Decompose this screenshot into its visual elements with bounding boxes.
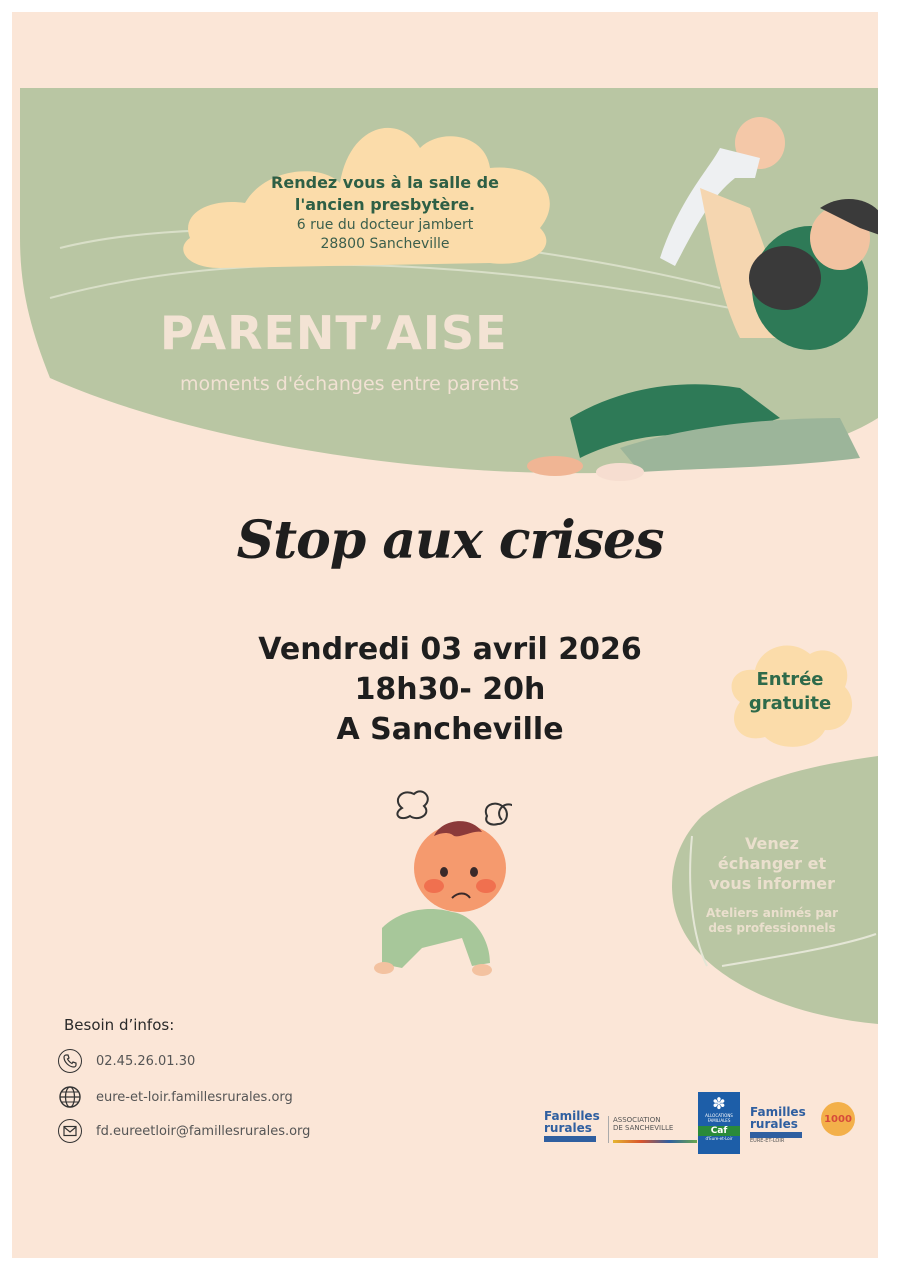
badge-line2: gratuite <box>748 693 832 714</box>
contact-title: Besoin d’infos: <box>64 1016 175 1034</box>
familles-rurales-eure-et-loir-logo: Familles rurales EURE-ET-LOIR <box>750 1105 806 1144</box>
mail-icon <box>58 1119 82 1143</box>
contact-website <box>58 1084 293 1110</box>
side-sub1: Ateliers animés par <box>705 906 839 920</box>
contact-phone <box>58 1048 195 1074</box>
side-line3: vous informer <box>708 874 836 893</box>
side-panel-text <box>692 834 852 936</box>
side-line2: échanger et <box>717 854 827 873</box>
side-line1: Venez <box>745 834 799 853</box>
venue-city: 28800 Sancheville <box>320 236 450 252</box>
badge-line1: Entrée <box>756 669 824 690</box>
1000-premiers-jours-logo: 1000 <box>816 1102 860 1142</box>
side-sub2: des professionnels <box>708 921 836 935</box>
email-link[interactable]: fd.eureetloir@famillesrurales.org <box>96 1123 311 1139</box>
association-sancheville-logo: ASSOCIATION DE SANCHEVILLE <box>608 1116 697 1143</box>
headline: Stop aux crises <box>236 510 664 571</box>
globe-icon <box>58 1085 82 1109</box>
phone-number[interactable]: 02.45.26.01.30 <box>96 1053 196 1069</box>
venue-line2: l'ancien presbytère. <box>294 195 476 214</box>
contact-email <box>58 1118 310 1144</box>
banner-illustration <box>20 88 878 482</box>
header-banner <box>20 88 878 482</box>
event-place: A Sancheville <box>336 712 564 747</box>
event-date: Vendredi 03 avril 2026 <box>258 632 642 667</box>
brand-tagline: moments d'échanges entre parents <box>180 373 520 395</box>
brand-name: PARENT’AISE <box>160 306 508 360</box>
angry-baby-illustration <box>362 788 512 978</box>
free-entry-badge <box>720 668 860 716</box>
venue-address: 6 rue du docteur jambert <box>296 217 474 233</box>
partner-logos <box>540 1092 870 1158</box>
caf-logo: ✽ ALLOCATIONS FAMILIALES Caf d'Eure-et-Loir <box>698 1092 740 1154</box>
phone-icon <box>58 1049 82 1073</box>
venue-info <box>220 172 550 254</box>
familles-rurales-logo: Familles rurales <box>544 1110 604 1142</box>
event-time: 18h30- 20h <box>354 672 546 707</box>
flyer-page <box>12 12 878 1258</box>
website-link[interactable]: eure-et-loir.famillesrurales.org <box>96 1089 293 1105</box>
venue-line1: Rendez vous à la salle de <box>271 173 499 192</box>
